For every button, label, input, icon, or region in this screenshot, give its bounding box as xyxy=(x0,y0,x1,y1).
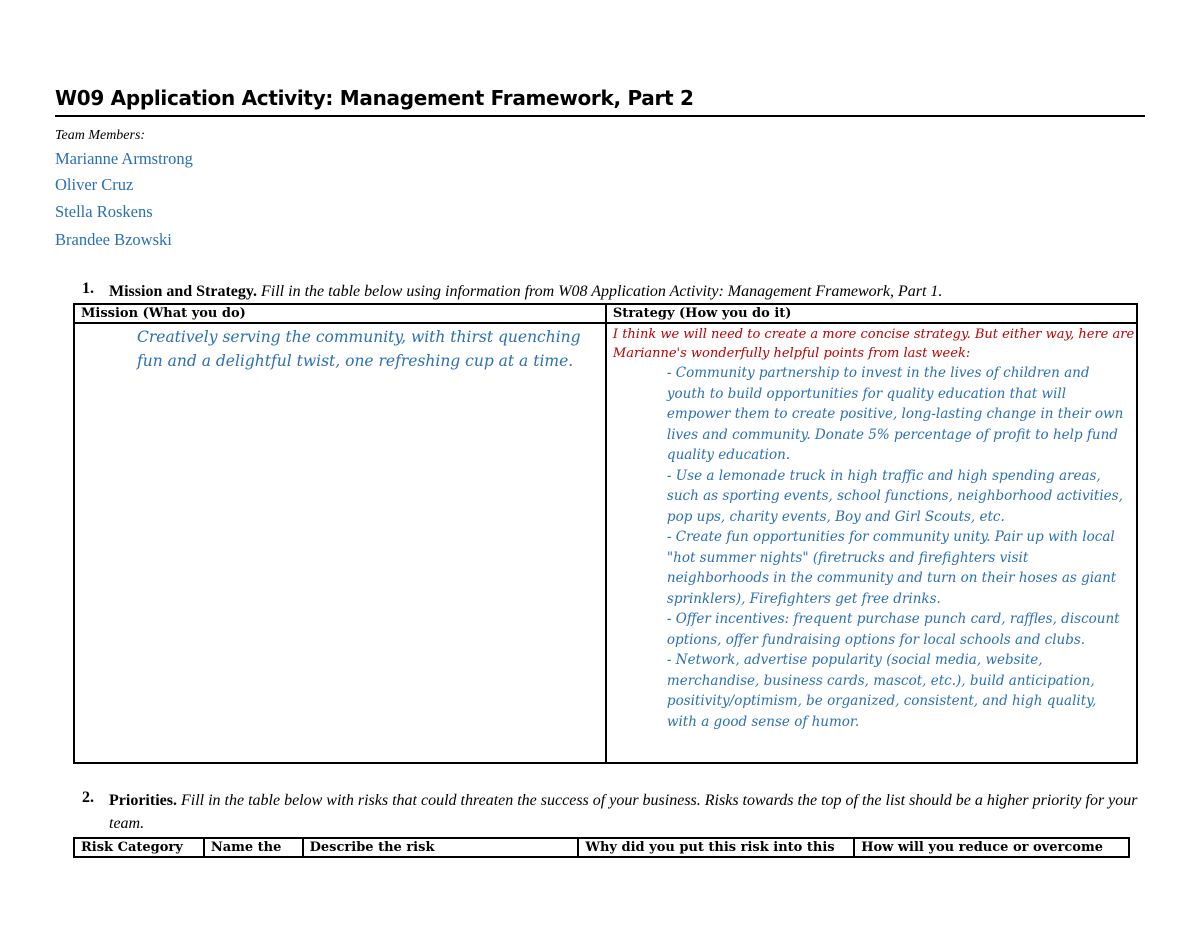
strategy-cell[interactable] xyxy=(606,323,1137,763)
strategy-list xyxy=(607,363,1136,732)
strategy-column-header: Strategy (How you do it) xyxy=(606,304,1137,323)
strategy-point: - Create fun opportunities for community unity. Pair up with local "hot summer nights" (firetrucks and firefighters visit neighborhoods in the community and turn on their hoses as giant sprinklers), Firefighters get free drinks. xyxy=(666,529,1117,607)
section-heading: Priorities. xyxy=(109,792,177,809)
risk-description-header: Describe the risk xyxy=(303,838,579,857)
team-member: Stella Roskens xyxy=(55,202,153,221)
risk-name-header: Name the xyxy=(204,838,303,857)
page-title: W09 Application Activity: Management Framework, Part 2 xyxy=(55,86,694,110)
risk-reason-header: Why did you put this risk into this xyxy=(578,838,854,857)
section-instruction: Fill in the table below using information from W08 Application Activity: Management Framework, Part 1. xyxy=(261,283,943,300)
team-member: Oliver Cruz xyxy=(55,175,134,194)
strategy-point: - Network, advertise popularity (social media, website, merchandise, business cards, mascot, etc.), build anticipation, positivity/optimism, be organized, consistent, and high quality, with a good sense of humor. xyxy=(666,652,1097,730)
risk-category-header: Risk Category xyxy=(74,838,204,857)
strategy-point: - Community partnership to invest in the lives of children and youth to build opportunities for quality education that will empower them to create positive, long-lasting change in their own lives and community. Donate 5% percentage of profit to help fund quality education. xyxy=(666,365,1124,463)
team-members-label: Team Members: xyxy=(55,128,146,143)
team-member: Marianne Armstrong xyxy=(55,149,193,168)
editor-note: I think we will need to create a more concise strategy. But either way, here are Marianne's wonderfully helpful points from last week: xyxy=(612,327,1135,361)
strategy-point: - Offer incentives: frequent purchase punch card, raffles, discount options, offer fundraising options for local schools and clubs. xyxy=(666,611,1120,648)
mission-statement: Creatively serving the community, with thirst quenching fun and a delightful twist, one refreshing cup at a time. xyxy=(137,328,581,370)
section-number: 1. xyxy=(82,280,94,297)
priorities-table xyxy=(73,837,1130,858)
strategy-point: - Use a lemonade truck in high traffic and high spending areas, such as sporting events, school functions, neighborhood activities, pop ups, charity events, Boy and Girl Scouts, etc. xyxy=(666,467,1123,525)
team-member: Brandee Bzowski xyxy=(55,230,172,249)
mission-cell[interactable] xyxy=(74,323,606,763)
section-number: 2. xyxy=(82,789,94,806)
section-heading: Mission and Strategy. xyxy=(109,283,258,300)
mission-column-header: Mission (What you do) xyxy=(74,304,606,323)
risk-mitigation-header: How will you reduce or overcome xyxy=(854,838,1129,857)
title-divider xyxy=(55,115,1145,117)
section-instruction: Fill in the table below with risks that could threaten the success of your business. Risks towards the top of the list should be a higher priority for your team. xyxy=(109,792,1138,832)
mission-strategy-table xyxy=(73,303,1138,764)
